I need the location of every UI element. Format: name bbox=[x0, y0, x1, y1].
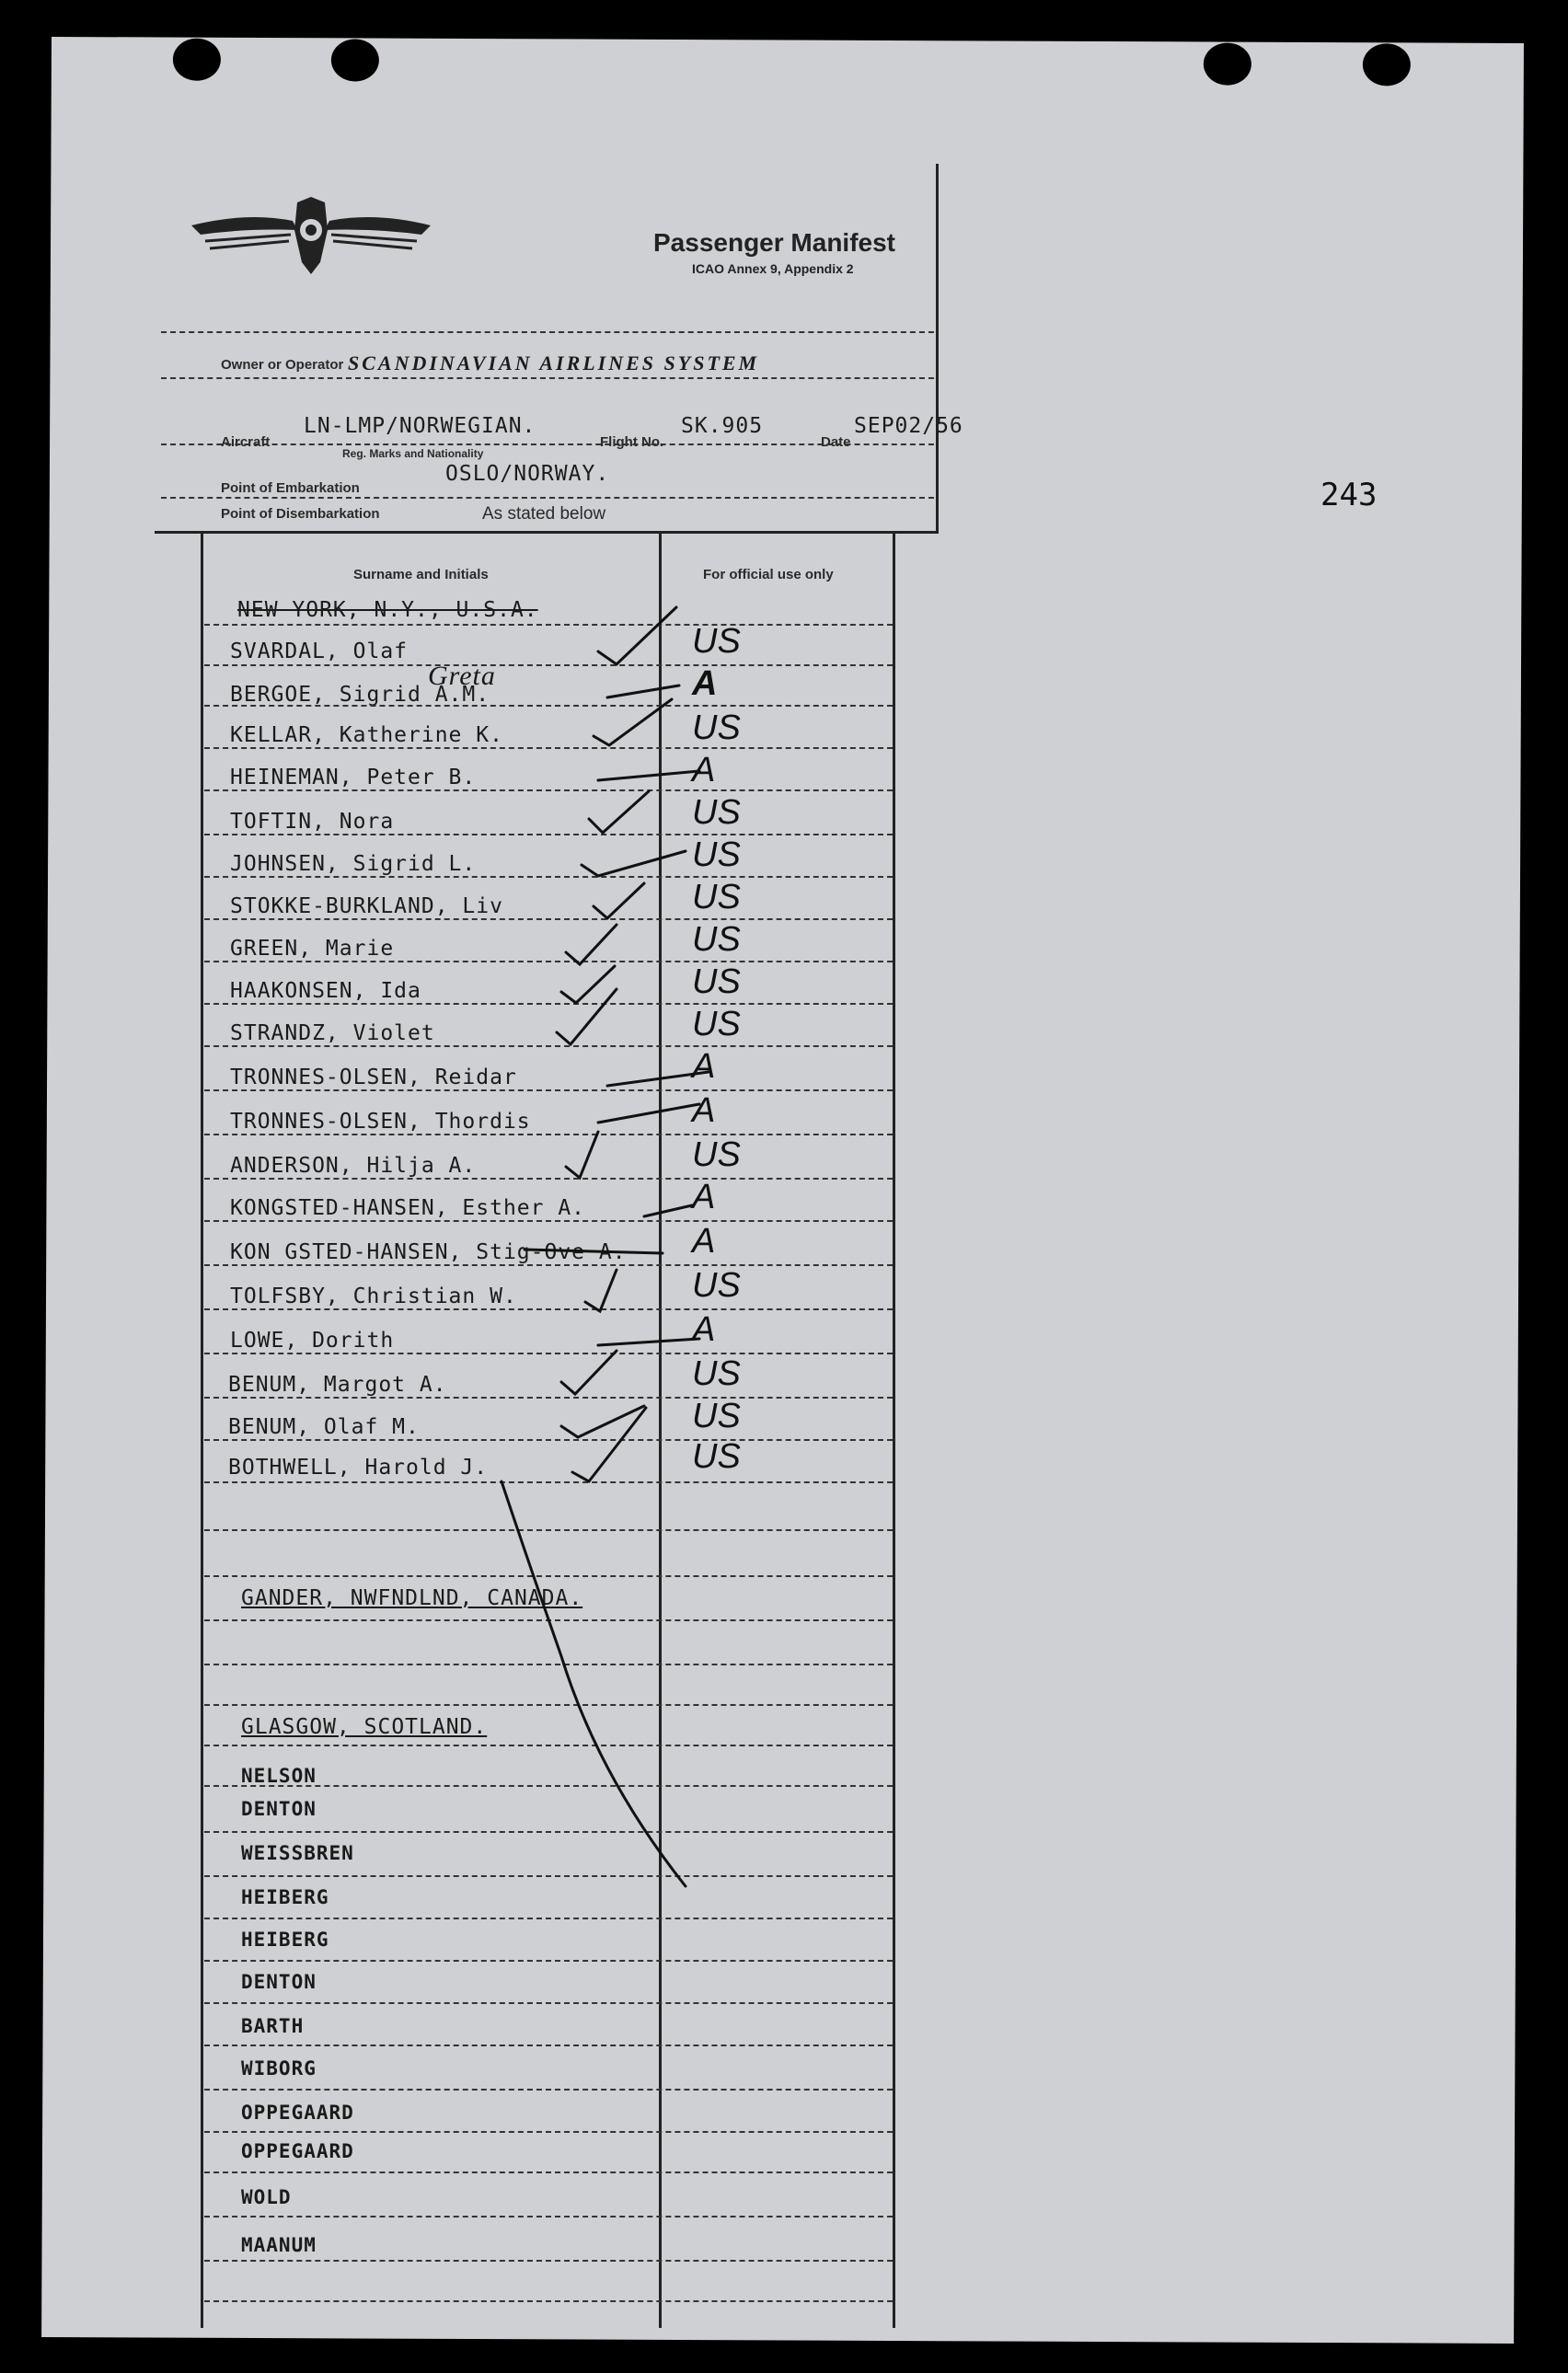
passenger-name: DENTON bbox=[241, 1971, 317, 1993]
date-value: SEP02/56 bbox=[854, 414, 963, 438]
passenger-name: HAAKONSEN, Ida bbox=[230, 979, 421, 1003]
official-mark: US bbox=[692, 962, 741, 1001]
passenger-name: TRONNES-OLSEN, Thordis bbox=[230, 1110, 531, 1134]
passenger-name: HEIBERG bbox=[241, 1886, 329, 1908]
official-mark: A bbox=[692, 1178, 716, 1216]
official-mark: US bbox=[692, 793, 741, 832]
passenger-name: TOFTIN, Nora bbox=[230, 810, 395, 834]
section-heading-new-york: NEW YORK, N.Y., U.S.A. bbox=[237, 598, 538, 622]
official-mark: US bbox=[692, 708, 741, 747]
passenger-name: BERGOE, Sigrid A.M. bbox=[230, 683, 490, 707]
official-mark: A bbox=[692, 751, 716, 789]
page-number: 243 bbox=[1320, 477, 1378, 513]
official-mark: US bbox=[692, 1135, 741, 1174]
passenger-name: KONGSTED-HANSEN, Esther A. bbox=[230, 1196, 586, 1220]
passenger-name: STRANDZ, Violet bbox=[230, 1021, 435, 1045]
embark-value: OSLO/NORWAY. bbox=[445, 462, 610, 486]
passenger-name: BARTH bbox=[241, 2015, 305, 2037]
section-heading-glasgow: GLASGOW, SCOTLAND. bbox=[241, 1715, 488, 1739]
passenger-name: HEINEMAN, Peter B. bbox=[230, 766, 477, 789]
passenger-name: JOHNSEN, Sigrid L. bbox=[230, 852, 477, 876]
official-mark: A bbox=[692, 664, 718, 703]
form-title: Passenger Manifest bbox=[653, 228, 895, 257]
passenger-name: GREEN, Marie bbox=[230, 937, 395, 961]
column-header-names: Surname and Initials bbox=[353, 567, 489, 582]
flight-label: Flight No. bbox=[600, 434, 664, 450]
official-mark: A bbox=[692, 1047, 716, 1086]
official-mark: A bbox=[692, 1091, 716, 1130]
aircraft-label: Aircraft bbox=[221, 434, 271, 450]
official-mark: US bbox=[692, 878, 741, 916]
passenger-name: WOLD bbox=[241, 2186, 292, 2208]
column-header-official: For official use only bbox=[703, 567, 834, 582]
passenger-name: TOLFSBY, Christian W. bbox=[230, 1284, 517, 1308]
official-mark: US bbox=[692, 1266, 741, 1305]
passenger-name: HEIBERG bbox=[241, 1929, 329, 1951]
passenger-name: BENUM, Margot A. bbox=[228, 1373, 447, 1397]
passenger-name: TRONNES-OLSEN, Reidar bbox=[230, 1066, 517, 1089]
passenger-name: ANDERSON, Hilja A. bbox=[230, 1154, 477, 1178]
passenger-name: OPPEGAARD bbox=[241, 2102, 354, 2124]
owner-label: Owner or Operator bbox=[221, 357, 344, 373]
disembark-label: Point of Disembarkation bbox=[221, 506, 380, 522]
date-label: Date bbox=[821, 434, 851, 450]
official-mark: US bbox=[692, 835, 741, 874]
passenger-name: WEISSBREN bbox=[241, 1842, 354, 1864]
official-mark: US bbox=[692, 920, 741, 959]
passenger-name: BENUM, Olaf M. bbox=[228, 1415, 420, 1439]
flight-value: SK.905 bbox=[681, 414, 764, 438]
passenger-name: KELLAR, Katherine K. bbox=[230, 723, 503, 747]
reg-label: Reg. Marks and Nationality bbox=[342, 447, 484, 460]
handwritten-annotation: Greta bbox=[428, 661, 496, 691]
passenger-name: WIBORG bbox=[241, 2057, 317, 2079]
official-mark: A bbox=[692, 1310, 716, 1349]
passenger-name: KON GSTED-HANSEN, Stig-Ove A. bbox=[230, 1240, 627, 1264]
disembark-value: As stated below bbox=[482, 504, 606, 524]
passenger-name: NELSON bbox=[241, 1765, 317, 1787]
passenger-name: OPPEGAARD bbox=[241, 2140, 354, 2162]
passenger-name: LOWE, Dorith bbox=[230, 1329, 395, 1353]
official-mark: US bbox=[692, 1437, 741, 1476]
official-mark: US bbox=[692, 1005, 741, 1043]
passenger-name: BOTHWELL, Harold J. bbox=[228, 1456, 489, 1480]
passenger-name: MAANUM bbox=[241, 2234, 317, 2256]
section-heading-gander: GANDER, NWFNDLND, CANADA. bbox=[241, 1586, 583, 1610]
official-mark: US bbox=[692, 622, 741, 661]
passenger-name: DENTON bbox=[241, 1798, 317, 1820]
passenger-name: STOKKE-BURKLAND, Liv bbox=[230, 894, 503, 918]
aircraft-value: LN-LMP/NORWEGIAN. bbox=[304, 414, 536, 438]
official-mark: US bbox=[692, 1354, 741, 1393]
passenger-name: SVARDAL, Olaf bbox=[230, 639, 409, 663]
embark-label: Point of Embarkation bbox=[221, 480, 360, 496]
official-mark: A bbox=[692, 1222, 716, 1261]
form-subtitle: ICAO Annex 9, Appendix 2 bbox=[692, 261, 854, 276]
owner-value: SCANDINAVIAN AIRLINES SYSTEM bbox=[348, 351, 760, 374]
official-mark: US bbox=[692, 1397, 741, 1435]
